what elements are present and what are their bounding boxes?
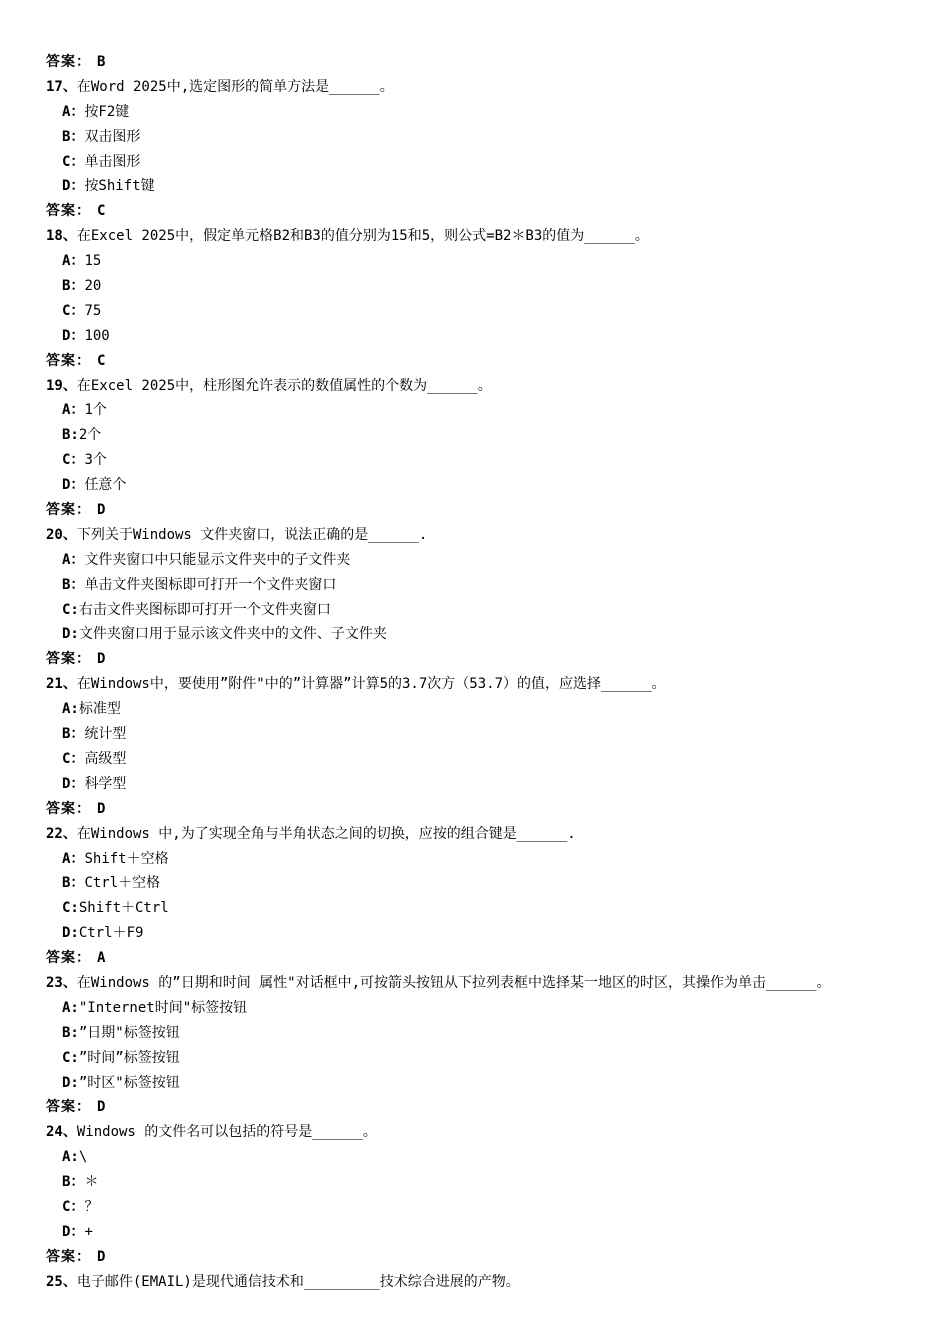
option-key: B： [62,726,85,743]
question-number: 24、 [46,1124,77,1141]
option-text: Ctrl＋空格 [84,875,161,892]
option-line [0,249,950,274]
option-line [0,100,950,125]
option-line [0,548,950,573]
option-line [0,398,950,423]
option-text: 任意个 [84,477,127,494]
option-key: D： [62,327,85,344]
question-line [0,1120,950,1145]
option-line [0,1021,950,1046]
option-key: A： [62,253,85,270]
answer-line [0,946,950,971]
option-text: ”日期"标签按钮 [78,1024,180,1041]
answer-line [0,797,950,822]
answer-label: 答案： [46,352,91,369]
question-line [0,523,950,548]
question-number: 17、 [46,78,77,95]
option-key: B： [62,875,85,892]
option-text: 统计型 [84,726,127,743]
question-number: 23、 [46,974,77,991]
option-text: 单击文件夹图标即可打开一个文件夹窗口 [84,576,337,593]
option-text: 2个 [78,427,102,444]
question-number: 19、 [46,377,77,394]
option-line [0,847,950,872]
option-text: 按Shift键 [84,178,155,195]
option-line [0,622,950,647]
option-line [0,1195,950,1220]
option-text: Shift＋Ctrl [78,900,169,917]
option-key: A: [62,701,79,718]
option-key: B： [62,278,85,295]
option-text: 文件夹窗口用于显示该文件夹中的文件、子文件夹 [78,626,387,643]
option-text: 单击图形 [84,153,141,170]
option-key: A： [62,402,85,419]
answer-value: C [97,352,106,369]
option-key: C： [62,153,85,170]
question-text: 在Windows中，要使用”附件"中的”计算器”计算5的3.7次方（53.7）的值，应选择______。 [76,676,666,693]
answer-line [0,647,950,672]
option-text: 文件夹窗口中只能显示文件夹中的子文件夹 [84,551,351,568]
question-text: 在Windows 中,为了实现全角与半角状态之间的切换，应按的组合键是______. [76,825,576,842]
option-text: 高级型 [84,750,127,767]
option-line [0,1220,950,1245]
question-line [0,971,950,996]
option-line [0,722,950,747]
question-text: 电子邮件(EMAIL)是现代通信技术和_________技术综合进展的产物。 [76,1273,520,1290]
option-text: ＊ [84,1174,99,1191]
option-key: D: [62,925,79,942]
question-line [0,822,950,847]
option-line [0,473,950,498]
question-text: 在Windows 的”日期和时间 属性"对话框中,可按箭头按钮从下拉列表框中选择某一地区的时区，其操作为单击______。 [76,974,831,991]
option-line [0,1046,950,1071]
answer-value: B [97,54,106,70]
option-key: B: [62,1024,79,1041]
answer-label: 答案： [46,800,91,817]
question-line [0,75,950,100]
answer-label: 答案： [46,1099,91,1116]
question-number: 22、 [46,825,77,842]
option-line [0,1071,950,1096]
option-line [0,598,950,623]
option-key: A： [62,103,85,120]
option-text: 20 [84,278,102,295]
option-line [0,573,950,598]
option-key: A： [62,551,85,568]
option-line [0,871,950,896]
question-text: 下列关于Windows 文件夹窗口，说法正确的是______. [76,526,428,543]
document-page [0,50,950,1295]
option-key: B: [62,427,79,444]
option-key: C： [62,750,85,767]
option-key: D： [62,178,85,195]
option-line [0,448,950,473]
option-key: C: [62,601,79,618]
question-text: Windows 的文件名可以包括的符号是______。 [76,1124,377,1141]
question-line [0,374,950,399]
option-text: Shift＋空格 [84,850,169,867]
option-line [0,125,950,150]
option-line [0,747,950,772]
question-text: 在Excel 2025中，假定单元格B2和B3的值分别为15和5，则公式=B2＊B3的值为______。 [76,228,649,245]
option-key: A: [62,1149,79,1166]
answer-label: 答案： [46,203,91,220]
answer-value: C [97,203,106,220]
option-key: D： [62,1223,85,1240]
option-text: 按F2键 [84,103,130,120]
question-line [0,1270,950,1295]
option-text: "Internet时间"标签按钮 [78,999,248,1016]
answer-line [0,498,950,523]
answer-label: 答案： [46,502,91,519]
option-line [0,1170,950,1195]
option-key: C: [62,900,79,917]
option-key: D： [62,775,85,792]
option-line [0,896,950,921]
answer-label: 答案： [46,950,91,967]
question-line [0,224,950,249]
option-line [0,1145,950,1170]
option-line [0,921,950,946]
option-text: 3个 [84,452,107,469]
option-text: 1个 [84,402,107,419]
option-text: 100 [84,327,110,344]
option-key: D： [62,477,85,494]
answer-line [0,199,950,224]
option-key: A： [62,850,85,867]
option-text: ”时区"标签按钮 [78,1074,180,1091]
option-text: ”时间”标签按钮 [78,1049,180,1066]
question-number: 25、 [46,1273,77,1290]
answer-line [0,349,950,374]
option-key: D: [62,1074,79,1091]
option-key: A: [62,999,79,1016]
question-text: 在Word 2025中,选定图形的简单方法是______。 [76,78,394,95]
option-key: C： [62,302,85,319]
option-text: + [84,1223,93,1240]
option-line [0,423,950,448]
option-line [0,174,950,199]
answer-line [0,50,950,75]
answer-value: D [97,1099,106,1116]
option-key: D: [62,626,79,643]
option-line [0,996,950,1021]
answer-value: A [97,950,106,967]
option-key: C： [62,1198,85,1215]
option-text: Ctrl＋F9 [78,925,144,942]
question-line [0,672,950,697]
answer-label: 答案： [46,651,91,668]
option-key: C： [62,452,85,469]
answer-line [0,1245,950,1270]
option-text: 75 [84,302,102,319]
option-text: 右击文件夹图标即可打开一个文件夹窗口 [78,601,331,618]
answer-line [0,1095,950,1120]
option-text: 双击图形 [84,128,141,145]
option-line [0,324,950,349]
answer-label: 答案： [46,1248,91,1265]
option-text: \ [78,1149,88,1166]
option-text: 15 [84,253,102,270]
option-key: C: [62,1049,79,1066]
answer-value: D [97,651,106,668]
option-key: B： [62,576,85,593]
answer-label: 答案： [46,54,91,70]
option-text: 标准型 [78,701,121,718]
option-line [0,772,950,797]
option-text: ？ [84,1198,99,1215]
question-number: 18、 [46,228,77,245]
option-line [0,274,950,299]
option-line [0,299,950,324]
answer-value: D [97,502,106,519]
option-line [0,697,950,722]
question-number: 21、 [46,676,77,693]
answer-value: D [97,800,106,817]
answer-value: D [97,1248,106,1265]
question-number: 20、 [46,526,77,543]
question-text: 在Excel 2025中，柱形图允许表示的数值属性的个数为______。 [76,377,492,394]
option-key: B： [62,128,85,145]
option-key: B： [62,1174,85,1191]
option-text: 科学型 [84,775,127,792]
option-line [0,150,950,175]
